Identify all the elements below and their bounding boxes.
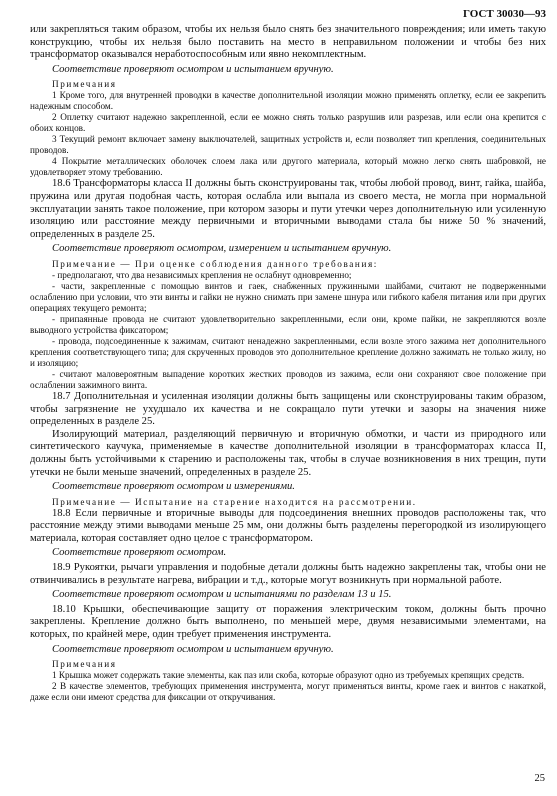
notes-heading: Примечания — [52, 79, 117, 90]
note-item: - считают маловероятным выпадение коротких жестких проводов из зажима, если они сохраняют свое положение при ослаблении зажимного винта. — [30, 368, 546, 390]
note-item: - предполагают, что два независимых крепления не ослабнут одновременно; — [52, 269, 352, 280]
note-item: 3 Текущий ремонт включает замену выключателей, защитных устройств и, если позволяет тип крепления, соединительных проводов. — [30, 134, 546, 156]
note-item: - припаянные провода не считают удовлетворительно закрепленными, если они, кроме пайки, не закрепляются возле выводного устройства фиксатором; — [30, 313, 546, 335]
body-paragraph: 18.10 Крышки, обеспечивающие защиту от поражения электрическим током, должны быть прочно закреплены. Крепление должно быть выполнено, по меньшей мере, двумя независимыми элементами, на которых, по крайней мере, один требует применения инструмента. — [30, 603, 546, 641]
note-item: 2 Оплетку считают надежно закрепленной, если ее можно снять только разрушив или разрезав, или если она крепится с обоих концов. — [30, 112, 546, 134]
standard-header: ГОСТ 30030—93 — [463, 8, 546, 20]
note-item: 1 Крышка может содержать такие элементы, как паз или скоба, которые образуют одно из требуемых крепящих средств. — [52, 670, 525, 681]
conformity-check: Соответствие проверяют осмотром. — [52, 547, 227, 559]
document-page — [30, 8, 546, 703]
conformity-check: Соответствие проверяют осмотром и испытанием вручную. — [52, 643, 334, 655]
body-paragraph: Изолирующий материал, разделяющий первичную и вторичную обмотки, и части из природного или синтетического каучука, применяемые в качестве дополнительной изоляции в трансформаторах класса II, должны быть устойчивыми к старению и расположены так, чтобы в случае возникновения в них трещин, пути утечки не были меньше значений, определенных в разделе 25. — [30, 428, 546, 478]
body-paragraph: или закрепляться таким образом, чтобы их нельзя было снять без значительного повреждения; или иметь такую конструкцию, чтобы их нельзя было поставить на место в неправильном положении и чтобы без них трансформатор оказывался неработоспособным или явно некомплектным. — [30, 24, 546, 61]
body-paragraph: 18.9 Рукоятки, рычаги управления и подобные детали должны быть надежно закреплены так, чтобы они не отвинчивались в результате нагрева, вибрации и т.д., которые могут возникнуть при нормальной работе. — [30, 562, 546, 586]
conformity-check: Соответствие проверяют осмотром, измерением и испытанием вручную. — [52, 243, 392, 255]
body-paragraph: 18.8 Если первичные и вторичные выводы для подсоединения внешних проводов расположены так, что расстояние между этими выводами меньше 25 мм, они должны быть разделены перегородкой из изолирующего материала, которая составляет одно целое с трансформатором. — [30, 507, 546, 544]
note-item: - провода, подсоединенные к зажимам, считают ненадежно закрепленными, если возле этого зажима нет дополнительного крепления соответствующего типа; для скрученных проводов это дополнительное крепление должно зажимать не только жилу, но и изоляцию; — [30, 335, 546, 368]
conformity-check: Соответствие проверяют осмотром и испытанием вручную. — [52, 63, 334, 75]
notes-heading: Примечания — [52, 659, 117, 670]
conformity-check: Соответствие проверяют осмотром и измерениями. — [52, 481, 295, 493]
note-item: 2 В качестве элементов, требующих применения инструмента, могут применяться винты, кроме гаек и винтов с накаткой, даже если они имеют средства для фиксации от откручивания. — [30, 681, 546, 703]
note-item: 4 Покрытие металлических оболочек слоем лака или другого материала, который можно легко снять шабровкой, не удовлетворяет этому требованию. — [30, 156, 546, 178]
conformity-check: Соответствие проверяют осмотром и испытаниями по разделам 13 и 15. — [52, 589, 392, 601]
note-lead: Примечание — При оценке соблюдения данного требования: — [52, 258, 378, 269]
document-body — [30, 24, 546, 703]
page-number: 25 — [534, 773, 545, 784]
body-paragraph: 18.6 Трансформаторы класса II должны быть сконструированы так, чтобы любой провод, винт, гайка, шайба, пружина или другая подобная часть, которая ослабла или выпала из своего места, не могла при нормальной эксплуатации занять такое положение, при котором зазоры и пути утечки через дополнительную или усиленную изоляцию или расстояние между первичными и вторичными выводами стала бы ниже 50 % значений, определенных в разделе 25. — [30, 178, 546, 240]
note-item: - части, закрепленные с помощью винтов и гаек, снабженных пружинными шайбами, считают не подверженными ослаблению при условии, что эти винты и гайки не нужно снимать при замене шнура или гибкого кабеля питания или при других операциях текущего ремонта; — [30, 280, 546, 313]
body-paragraph: 18.7 Дополнительная и усиленная изоляции должны быть защищены или сконструированы таким образом, чтобы загрязнение не ухудшало их качества и не сокращало пути утечки и зазоры на значения ниже определенных в разделе 25. — [30, 390, 546, 428]
note-lead: Примечание — Испытание на старение находится на рассмотрении. — [52, 496, 417, 507]
note-item: 1 Кроме того, для внутренней проводки в качестве дополнительной изоляции можно применять оплетку, если ее закрепить надежным способом. — [30, 90, 546, 112]
